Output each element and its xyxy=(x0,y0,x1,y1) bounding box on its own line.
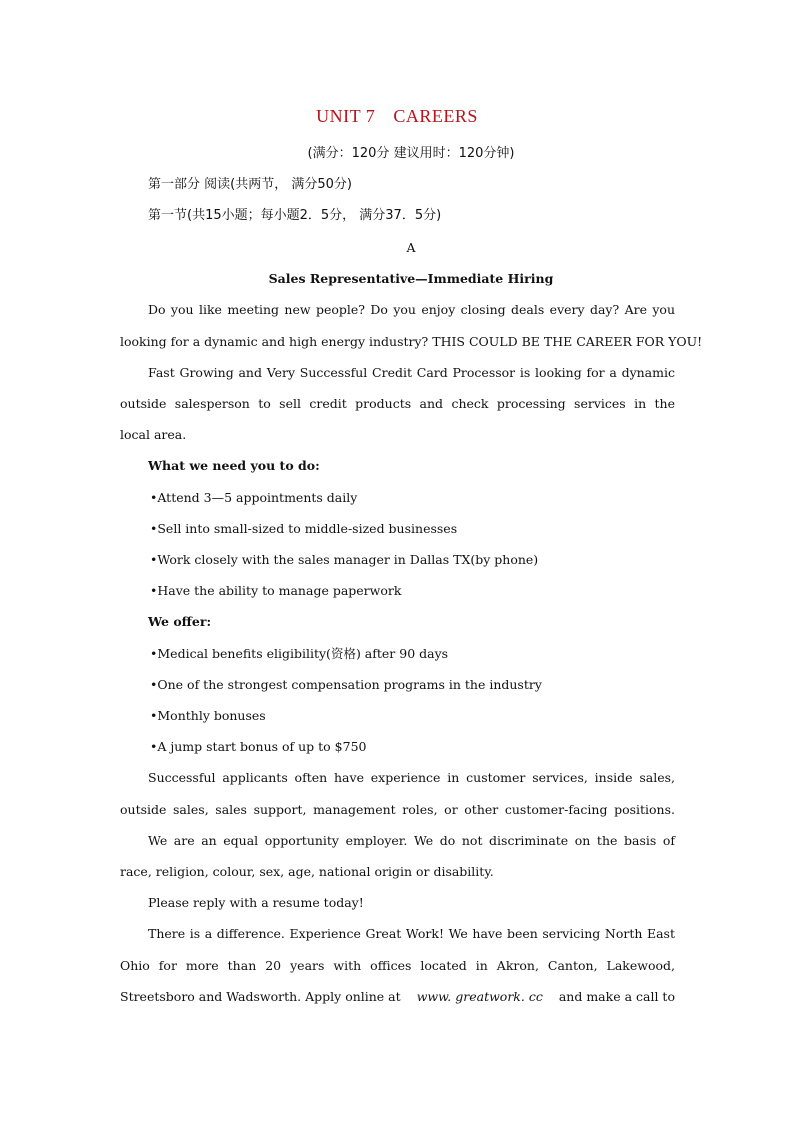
offer-item: •Medical benefits eligibility(资格) after 90 days xyxy=(150,646,449,661)
need-item: •Have the ability to manage paperwork xyxy=(150,583,402,598)
title-unit: UNIT 7 xyxy=(316,106,376,126)
equal-line-2: race, religion, colour, sex, age, national origin or disability. xyxy=(120,864,494,879)
need-item: •Attend 3—5 appointments daily xyxy=(150,490,358,505)
applicants-line-1: Successful applicants often have experience in customer services, inside sales, xyxy=(148,770,675,785)
passage-letter: A xyxy=(406,240,416,255)
website-link[interactable]: www. greatwork. cc xyxy=(416,989,543,1004)
offer-heading: We offer: xyxy=(148,614,212,629)
closing-line-3 xyxy=(120,989,675,1005)
score-time-note: (满分：120分 建议用时：120分钟) xyxy=(307,146,515,161)
page-title xyxy=(0,106,794,127)
section-heading: 第一节(共15小题；每小题2．5分， 满分37．5分) xyxy=(148,208,442,223)
offer-item: •A jump start bonus of up to $750 xyxy=(150,739,367,754)
offer-item: •One of the strongest compensation programs in the industry xyxy=(150,677,542,692)
equal-line-1: We are an equal opportunity employer. We do not discriminate on the basis of xyxy=(148,833,675,848)
reply-line: Please reply with a resume today! xyxy=(148,895,364,910)
passage-title: Sales Representative—Immediate Hiring xyxy=(268,271,554,286)
closing-line-3-end: and make a call to xyxy=(558,989,675,1004)
need-heading: What we need you to do: xyxy=(148,458,320,473)
offer-item: •Monthly bonuses xyxy=(150,708,266,723)
closing-line-3-start: Streetsboro and Wadsworth. Apply online at xyxy=(120,989,401,1004)
title-careers: CAREERS xyxy=(393,106,478,126)
applicants-line-2: outside sales, sales support, management roles, or other customer-facing positions. xyxy=(120,802,675,817)
intro-line-2: looking for a dynamic and high energy industry? THIS COULD BE THE CAREER FOR YOU! xyxy=(120,334,703,349)
closing-line-2: Ohio for more than 20 years with offices located in Akron, Canton, Lakewood, xyxy=(120,958,675,973)
company-line-2: outside salesperson to sell credit products and check processing services in the xyxy=(120,396,675,411)
need-item: •Work closely with the sales manager in Dallas TX(by phone) xyxy=(150,552,539,567)
closing-line-1: There is a difference. Experience Great Work! We have been servicing North East xyxy=(148,926,675,941)
need-item: •Sell into small-sized to middle-sized businesses xyxy=(150,521,458,536)
company-line-1: Fast Growing and Very Successful Credit Card Processor is looking for a dynamic xyxy=(148,365,675,380)
part-heading: 第一部分 阅读(共两节， 满分50分) xyxy=(148,177,352,192)
intro-line-1: Do you like meeting new people? Do you enjoy closing deals every day? Are you xyxy=(148,302,675,317)
company-line-3: local area. xyxy=(120,427,187,442)
